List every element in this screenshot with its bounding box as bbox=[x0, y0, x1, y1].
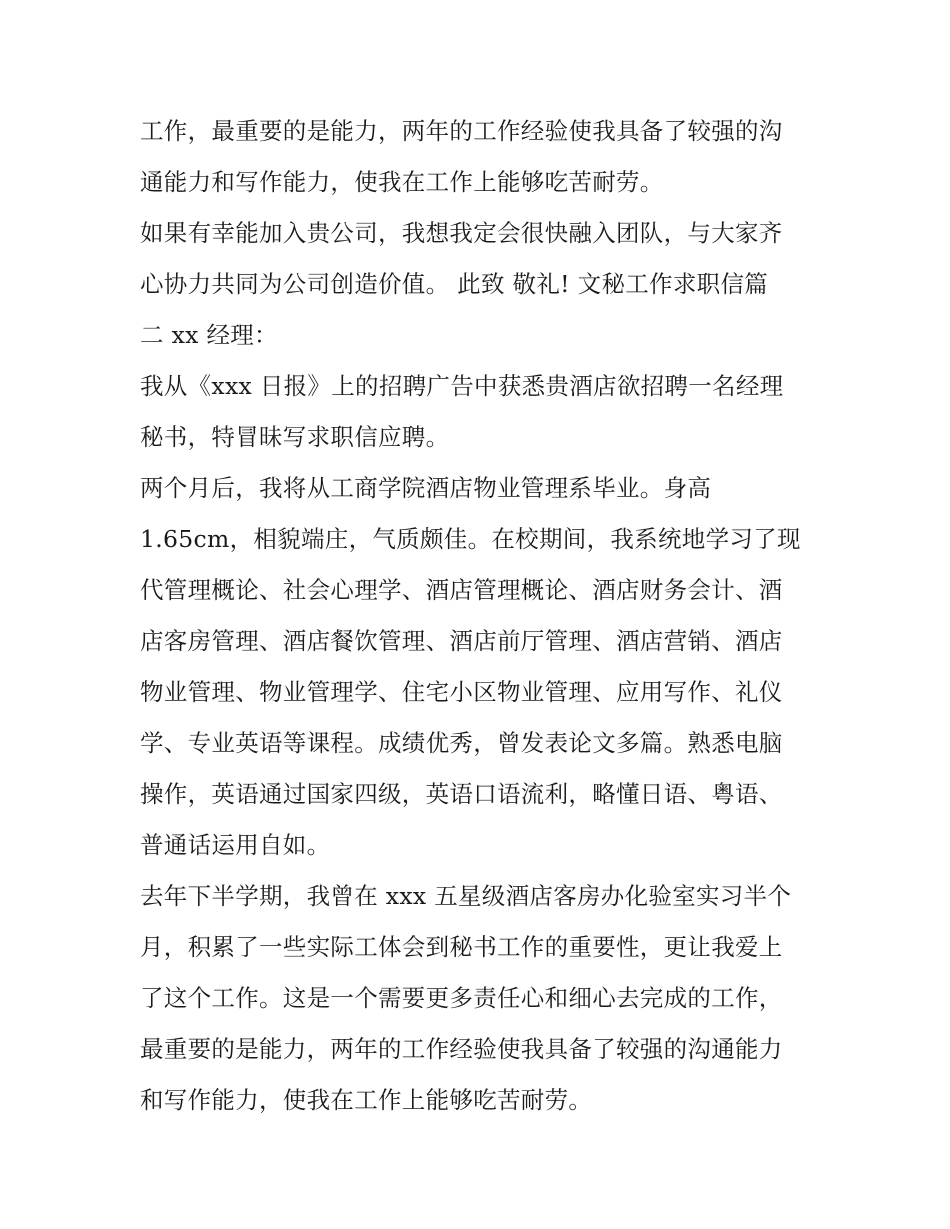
text-line-6: 我从《xxx 日报》上的招聘广告中获悉贵酒店欲招聘一名经理 bbox=[140, 372, 784, 400]
text-line-1: 工作，最重要的是能力，两年的工作经验使我具备了较强的沟 bbox=[140, 117, 783, 145]
text-line-17: 月，积累了一些实际工体会到秘书工作的重要性，更让我爱上 bbox=[140, 933, 783, 961]
text-line-16: 去年下半学期，我曾在 xxx 五星级酒店客房办化验室实习半个 bbox=[140, 882, 792, 910]
text-line-5: 二 xx 经理： bbox=[140, 321, 278, 349]
text-line-7: 秘书，特冒昧写求职信应聘。 bbox=[140, 423, 450, 451]
text-line-3: 如果有幸能加入贵公司，我想我定会很快融入团队，与大家齐 bbox=[140, 219, 783, 247]
text-line-8: 两个月后，我将从工商学院酒店物业管理系毕业。身高 bbox=[140, 474, 712, 502]
text-line-13: 学、专业英语等课程。成绩优秀，曾发表论文多篇。熟悉电脑 bbox=[140, 729, 783, 757]
text-line-9: 1.65cm，相貌端庄，气质颇佳。在校期间，我系统地学习了现 bbox=[140, 525, 801, 553]
document-body bbox=[140, 106, 820, 1126]
text-line-15: 普通话运用自如。 bbox=[140, 831, 331, 859]
text-line-11: 店客房管理、酒店餐饮管理、酒店前厅管理、酒店营销、酒店 bbox=[140, 627, 783, 655]
text-line-19: 最重要的是能力，两年的工作经验使我具备了较强的沟通能力 bbox=[140, 1035, 783, 1063]
text-line-12: 物业管理、物业管理学、住宅小区物业管理、应用写作、礼仪 bbox=[140, 678, 783, 706]
text-line-4: 心协力共同为公司创造价值。 此致 敬礼! 文秘工作求职信篇 bbox=[140, 270, 769, 298]
text-line-14: 操作，英语通过国家四级，英语口语流利，略懂日语、粤语、 bbox=[140, 780, 783, 808]
text-line-10: 代管理概论、社会心理学、酒店管理概论、酒店财务会计、酒 bbox=[140, 576, 783, 604]
text-line-20: 和写作能力，使我在工作上能够吃苦耐劳。 bbox=[140, 1086, 593, 1114]
text-line-2: 通能力和写作能力，使我在工作上能够吃苦耐劳。 bbox=[140, 168, 664, 196]
text-line-18: 了这个工作。这是一个需要更多责任心和细心去完成的工作， bbox=[140, 984, 783, 1012]
